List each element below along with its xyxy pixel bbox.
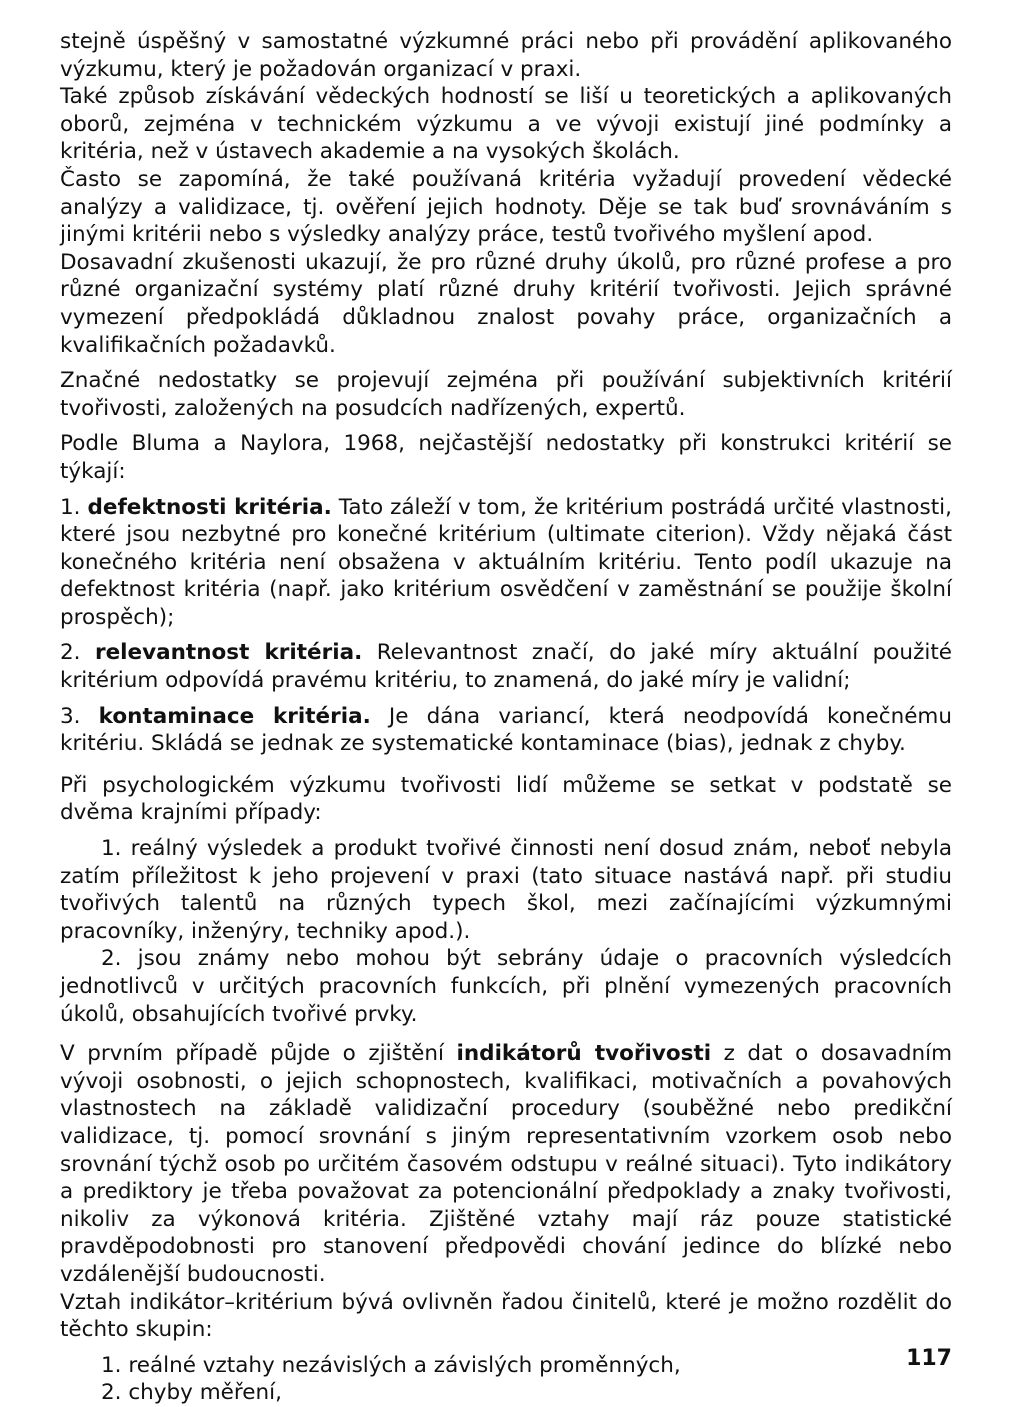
paragraph: Vztah indikátor–kritérium bývá ovlivněn řadou činitelů, které je možno rozdělit do těchto skupin: <box>60 1289 952 1343</box>
list-number: 2. <box>60 640 81 666</box>
page-body <box>60 28 952 1407</box>
paragraph: Často se zapomíná, že také používaná kritéria vyžadují provedení vědecké analýzy a validizace, tj. ověření jejich hodnoty. Děje se tak buď srovnáváním s jinými kritérii nebo s výsledky analýzy práce, testů tvořivého myšlení apod. <box>60 166 952 248</box>
paragraph: Také způsob získávání vědeckých hodností se liší u teoretických a aplikovaných oborů, zejména v technickém výzkumu a ve vývoji existují jiné podmínky a kritéria, než v ústavech akademie a na vysokých školách. <box>60 84 952 165</box>
list-item <box>60 639 952 694</box>
list-number: 1. <box>101 836 122 862</box>
list-item <box>60 494 952 632</box>
list-term: relevantnost kritéria. <box>94 640 363 666</box>
paragraph: Při psychologickém výzkumu tvořivosti lidí můžeme se setkat v podstatě se dvěma krajními případy: <box>60 772 952 826</box>
paragraph: stejně úspěšný v samostatné výzkumné práci nebo při provádění aplikovaného výzkumu, který je požadován organizací v praxi. <box>60 29 952 82</box>
list-text: Tato záleží v tom, že kritérium postrádá určité vlastnosti, které jsou nezbytné pro konečné kritérium (ultimate citerion). Vždy nějaká část konečného kritéria není obsažena v aktuálním kritériu. Tento podíl ukazuje na defektnost kritéria (např. jako kritérium osvědčení v zaměstnání se použije školní prospěch); <box>60 494 952 630</box>
list-number: 2. <box>101 1380 122 1406</box>
list-text: Je dána variancí, která neodpovídá konečnému kritériu. Skládá se jednak ze systematické kontaminace (bias), jednak z chyby. <box>60 703 952 757</box>
list-text: chyby měření, <box>121 1380 282 1406</box>
text-run: z dat o dosavadním vývoji osobnosti, o jejich schopnostech, kvalifikaci, motivačních a povahových vlastnostech na základě validizační procedury (souběžné nebo predikční validizace, tj. pomocí srovnání s jiným representativním vzorkem osob nebo srovnání týchž osob po určitém časovém odstupu v reálné situaci). Tyto indikátory a prediktory je třeba považovat za potencionální předpoklady a znaky tvořivosti, nikoliv za výkonová kritéria. Zjištěné vztahy mají ráz pouze statistické pravděpodobnosti pro stanovení předpovědi chování jedince do blízké nebo vzdálenější budoucnosti. <box>60 1041 953 1287</box>
list-item <box>60 945 952 1028</box>
list-number: 1. <box>60 494 81 520</box>
paragraph <box>60 1040 952 1288</box>
list-term: defektnosti kritéria. <box>87 494 332 520</box>
list-item <box>60 703 952 758</box>
list-term: kontaminace kritéria. <box>98 703 371 729</box>
paragraph: Dosavadní zkušenosti ukazují, že pro různé druhy úkolů, pro různé profese a pro různé organizační systémy platí různé druhy kritérií tvořivosti. Jejich správné vymezení předpokládá důkladnou znalost povahy práce, organizačních a kvalifikačních požadavků. <box>60 249 952 358</box>
list-number: 3. <box>60 703 81 729</box>
list-item <box>60 1352 952 1380</box>
paragraph: Podle Bluma a Naylora, 1968, nejčastější nedostatky při konstrukci kritérií se týkají: <box>60 431 952 484</box>
list-text: reálný výsledek a produkt tvořivé činnosti není dosud znám, neboť nebyla zatím příležitost k jeho projevení v praxi (tato situace nastává např. při studiu tvořivých talentů na různých typech škol, mezi začínajícími výzkumnými pracovníky, inženýry, techniky apod.). <box>60 836 952 944</box>
paragraph: Značné nedostatky se projevují zejména při používání subjektivních kritérií tvořivosti, založených na posudcích nadřízených, expertů. <box>60 368 952 421</box>
list-text: Relevantnost značí, do jaké míry aktuální použité kritérium odpovídá pravému kritériu, to znamená, do jaké míry je validní; <box>60 640 952 694</box>
list-item <box>60 835 952 945</box>
page-number: 117 <box>906 1346 952 1371</box>
list-item <box>60 1379 952 1407</box>
list-text: reálné vztahy nezávislých a závislých proměnných, <box>121 1352 681 1378</box>
list-text: jsou známy nebo mohou být sebrány údaje o pracovních výsledcích jednotlivců v určitých pracovních funkcích, při plnění vymezených pracovních úkolů, obsahujících tvořivé prvky. <box>60 946 952 1027</box>
bold-term: indikátorů tvořivosti <box>456 1041 712 1067</box>
text-run: V prvním případě půjde o zjištění <box>60 1041 457 1067</box>
list-number: 1. <box>101 1352 122 1378</box>
list-number: 2. <box>101 946 122 972</box>
